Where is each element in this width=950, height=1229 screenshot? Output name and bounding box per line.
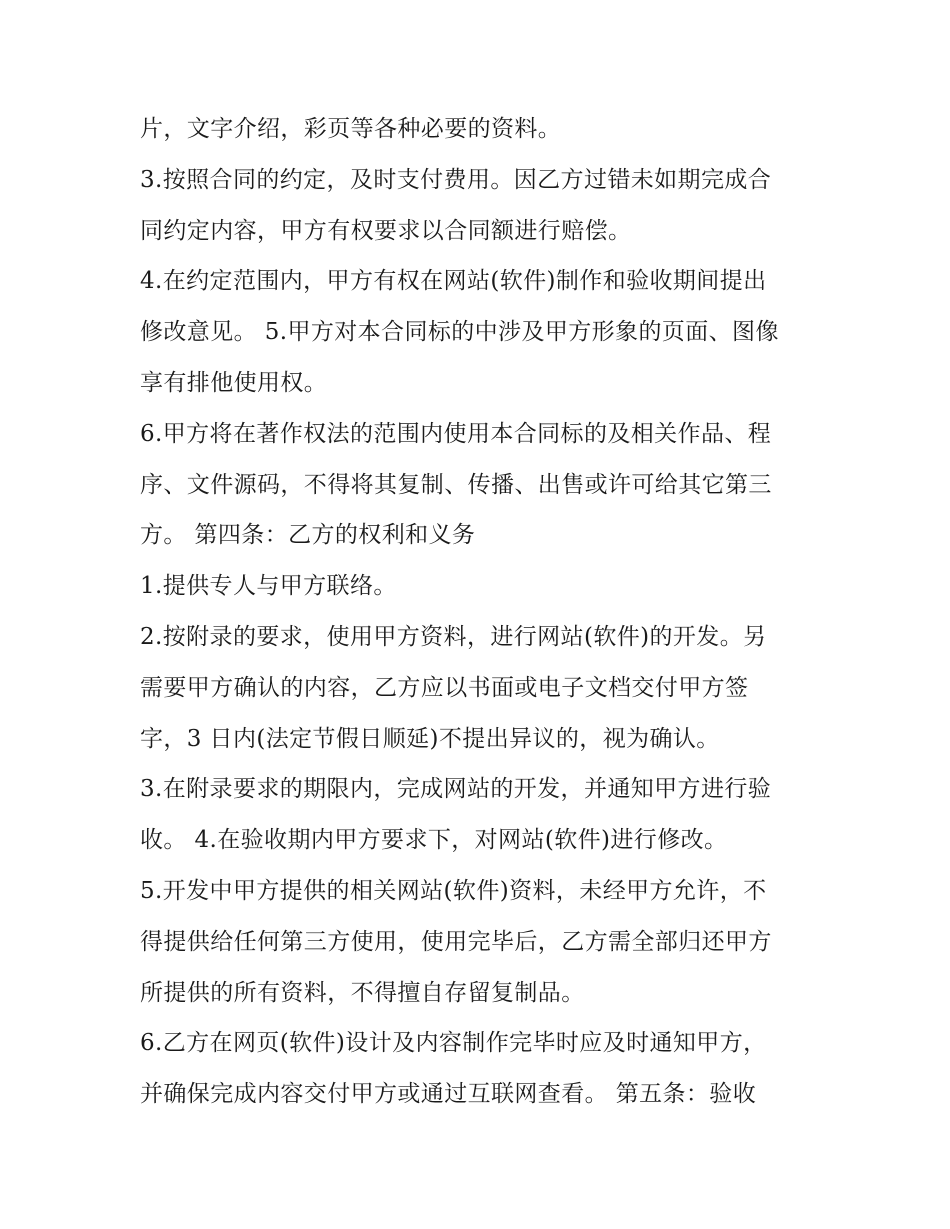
text-line: 4.在约定范围内，甲方有权在网站(软件)制作和验收期间提出: [140, 268, 767, 295]
text-line: 需要甲方确认的内容，乙方应以书面或电子文档交付甲方签: [140, 674, 749, 701]
section-heading-line: 方。 第四条：乙方的权利和义务: [140, 522, 476, 549]
text-line: 所提供的所有资料，不得擅自存留复制品。: [140, 979, 585, 1006]
text-line: 3.按照合同的约定，及时支付费用。因乙方过错未如期完成合: [140, 166, 772, 193]
text-line: 字，3 日内(法定节假日顺延)不提出异议的，视为确认。: [140, 725, 720, 752]
text-line: 6.甲方将在著作权法的范围内使用本合同标的及相关作品、程: [140, 420, 772, 447]
text-line: 序、文件源码，不得将其复制、传播、出售或许可给其它第三: [140, 471, 772, 498]
text-line: 享有排他使用权。: [140, 369, 328, 396]
text-line: 3.在附录要求的期限内，完成网站的开发，并通知甲方进行验: [140, 776, 772, 803]
text-line: 得提供给任何第三方使用，使用完毕后，乙方需全部归还甲方: [140, 928, 772, 955]
text-line: 2.按附录的要求，使用甲方资料，进行网站(软件)的开发。另: [140, 623, 767, 650]
text-line: 片，文字介绍，彩页等各种必要的资料。: [140, 116, 562, 142]
document-body: [140, 104, 820, 1120]
text-line: 1.提供专人与甲方联络。: [140, 573, 397, 600]
text-line: 收。 4.在验收期内甲方要求下，对网站(软件)进行修改。: [140, 827, 728, 854]
text-line: 5.开发中甲方提供的相关网站(软件)资料，未经甲方允许，不: [140, 877, 767, 904]
section-heading-line: 并确保完成内容交付甲方或通过互联网查看。 第五条：验收: [140, 1081, 757, 1108]
text-line: 修改意见。 5.甲方对本合同标的中涉及甲方形象的页面、图像: [140, 319, 779, 346]
text-line: 6.乙方在网页(软件)设计及内容制作完毕时应及时通知甲方，: [140, 1030, 767, 1057]
text-line: 同约定内容，甲方有权要求以合同额进行赔偿。: [140, 217, 632, 244]
